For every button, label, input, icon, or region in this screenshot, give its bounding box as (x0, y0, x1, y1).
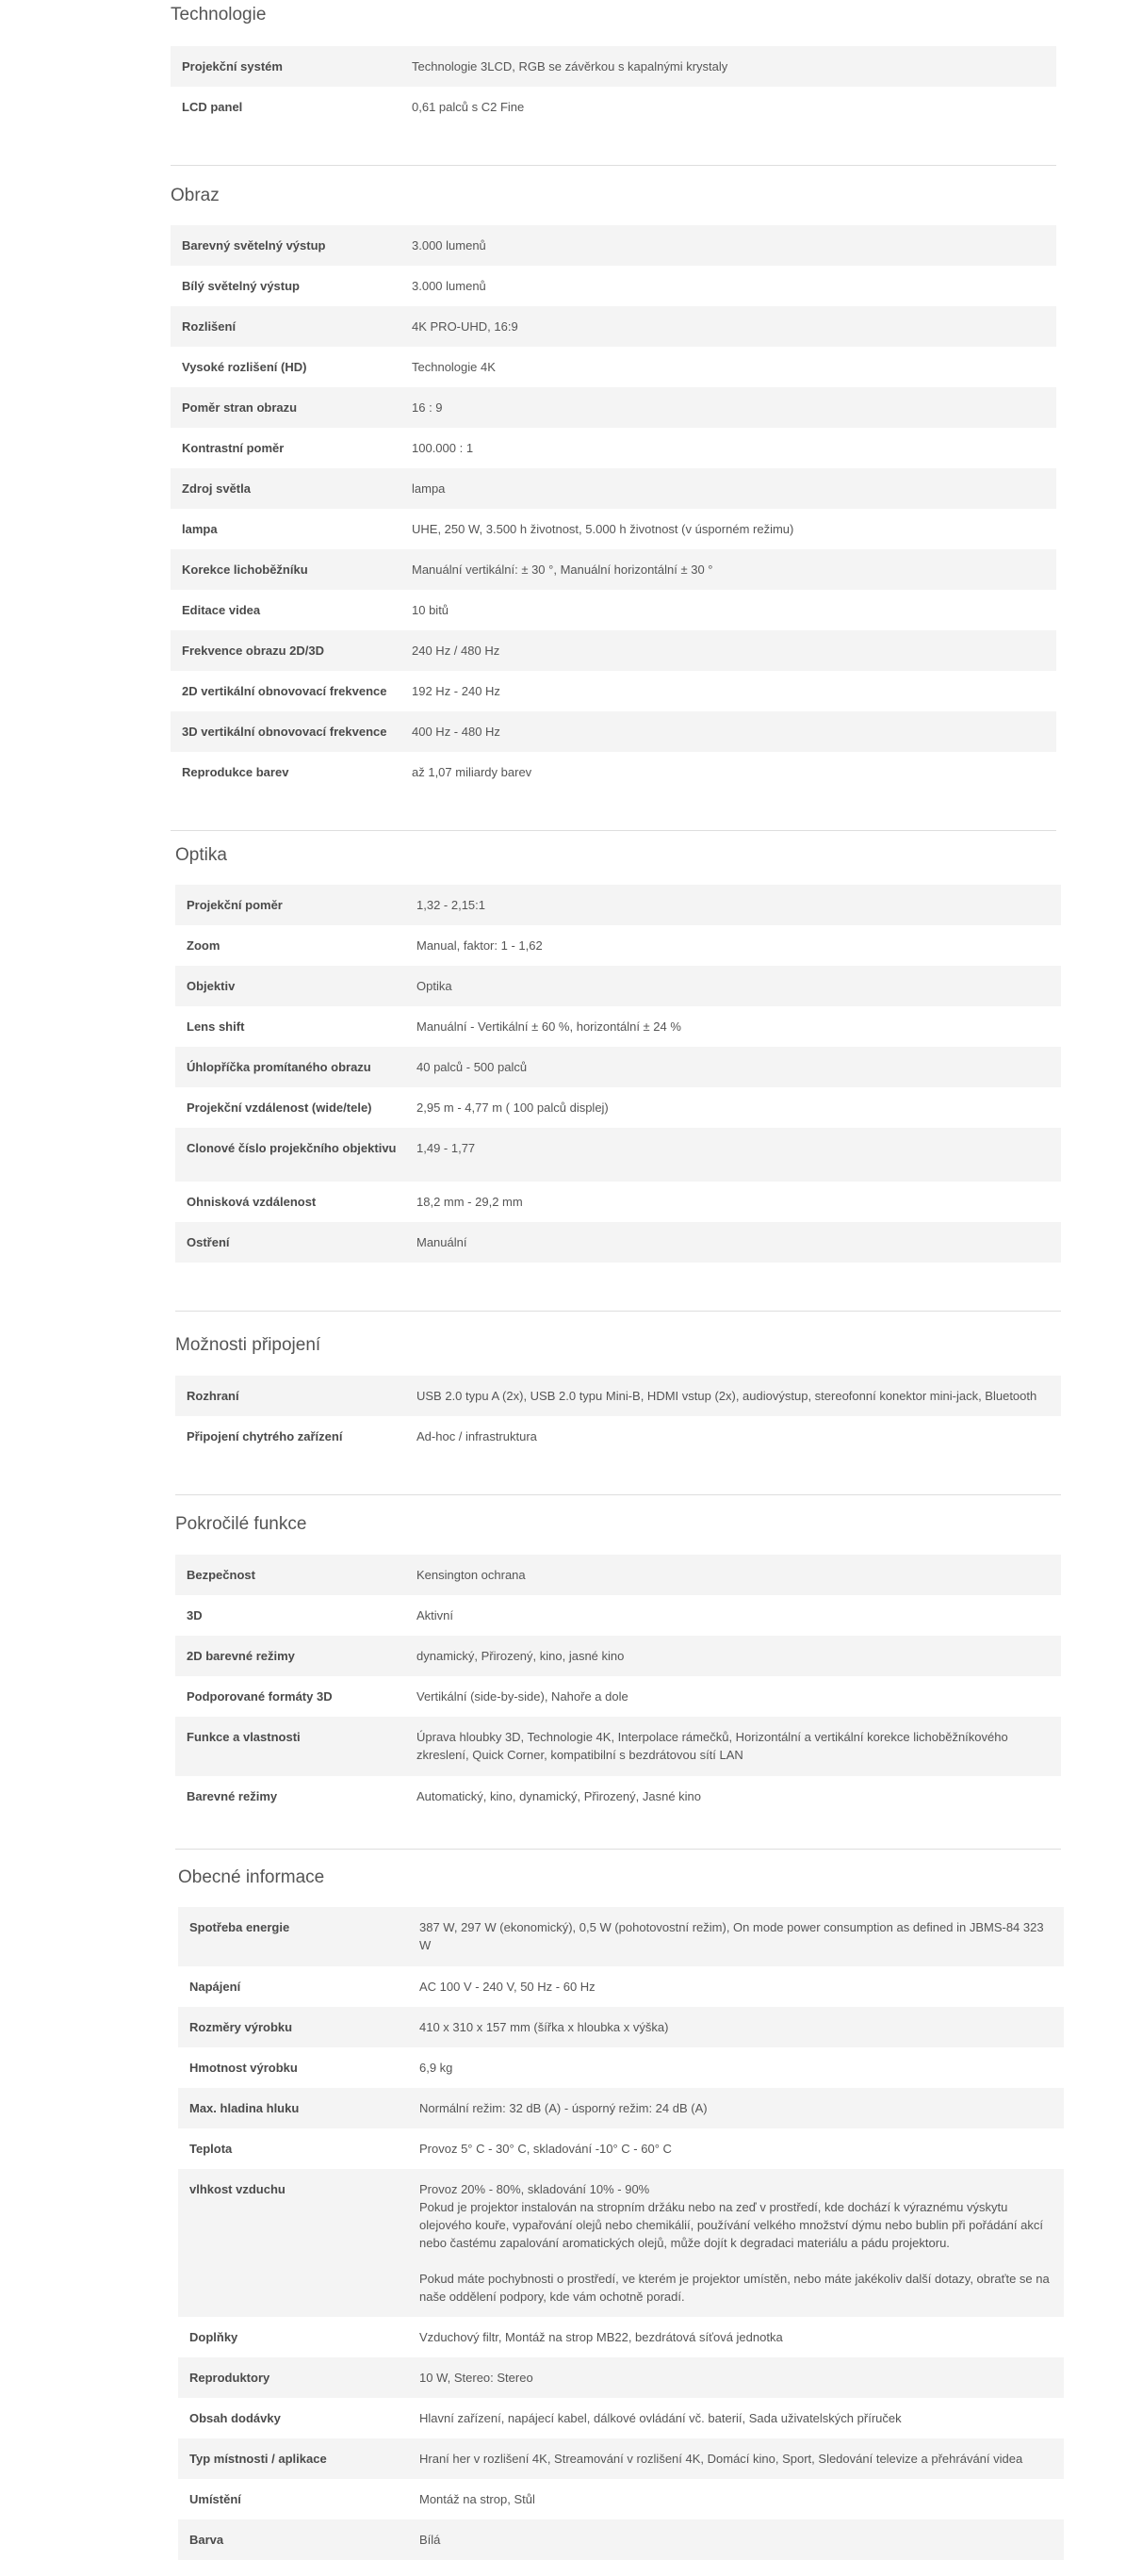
spec-label: Barva (189, 2533, 224, 2547)
spec-row (178, 2047, 1064, 2088)
spec-value: Automatický, kino, dynamický, Přirozený, Jasné kino (416, 1789, 702, 1803)
spec-value: 387 W, 297 W (ekonomický), 0,5 W (pohotovostní režim), On mode power consumption as defined in JBMS-84 323 W (419, 1920, 1044, 1952)
spec-label: Reproduktory (189, 2371, 270, 2385)
spec-row (178, 2398, 1064, 2438)
spec-value: 4K PRO-UHD, 16:9 (412, 319, 518, 334)
spec-value: 1,32 - 2,15:1 (416, 898, 485, 912)
spec-row (178, 2169, 1064, 2317)
spec-row (171, 752, 1056, 792)
spec-value: 10 W, Stereo: Stereo (419, 2371, 533, 2385)
spec-label: Rozlišení (182, 319, 237, 334)
spec-row (175, 1776, 1061, 1817)
spec-row (175, 1182, 1061, 1222)
spec-value: Technologie 3LCD, RGB se závěrkou s kapalnými krystaly (412, 59, 728, 73)
section-divider (171, 165, 1056, 166)
spec-value: 192 Hz - 240 Hz (412, 684, 500, 698)
spec-label: Bezpečnost (187, 1568, 255, 1582)
spec-label: Barevné režimy (187, 1789, 278, 1803)
spec-label: 2D barevné režimy (187, 1649, 295, 1663)
spec-value: Vertikální (side-by-side), Nahoře a dole (416, 1689, 628, 1704)
section-title: Možnosti připojení (175, 1335, 321, 1355)
spec-value: Technologie 4K (412, 360, 496, 374)
spec-row (171, 711, 1056, 752)
spec-row (175, 1676, 1061, 1717)
spec-row (175, 1555, 1061, 1595)
spec-row (175, 1006, 1061, 1047)
spec-value: Montáž na strop, Stůl (419, 2492, 535, 2506)
spec-label: Spotřeba energie (189, 1920, 290, 1934)
spec-value: 2,95 m - 4,77 m ( 100 palců displej) (416, 1101, 609, 1115)
spec-row (171, 428, 1056, 468)
spec-value: 16 : 9 (412, 400, 443, 415)
spec-value: 3.000 lumenů (412, 279, 486, 293)
section-divider (175, 1311, 1061, 1312)
spec-row (171, 590, 1056, 630)
spec-row (171, 630, 1056, 671)
spec-value: 10 bitů (412, 603, 449, 617)
spec-row (171, 87, 1056, 127)
section-title: Optika (175, 845, 227, 865)
spec-row (175, 1636, 1061, 1676)
spec-label: 3D vertikální obnovovací frekvence (182, 725, 387, 739)
spec-row (178, 2088, 1064, 2128)
spec-label: Editace videa (182, 603, 261, 617)
spec-row (175, 885, 1061, 925)
spec-value: 40 palců - 500 palců (416, 1060, 528, 1074)
spec-row (175, 1595, 1061, 1636)
spec-label: Funkce a vlastnosti (187, 1730, 301, 1744)
spec-label: Max. hladina hluku (189, 2101, 300, 2115)
spec-row (178, 1966, 1064, 2007)
spec-label: Vysoké rozlišení (HD) (182, 360, 307, 374)
spec-value: Manuální vertikální: ± 30 °, Manuální horizontální ± 30 ° (412, 562, 713, 577)
spec-label: Barevný světelný výstup (182, 238, 326, 253)
spec-value: Vzduchový filtr, Montáž na strop MB22, bezdrátová síťová jednotka (419, 2330, 783, 2344)
spec-value: až 1,07 miliardy barev (412, 765, 532, 779)
spec-label: Reprodukce barev (182, 765, 289, 779)
spec-value: Hraní her v rozlišení 4K, Streamování v rozlišení 4K, Domácí kino, Sport, Sledování televize a přehrávání videa (419, 2452, 1023, 2466)
spec-row (171, 46, 1056, 87)
spec-label: 3D (187, 1608, 203, 1622)
spec-row (178, 2438, 1064, 2479)
spec-row (175, 1717, 1061, 1776)
spec-value: 240 Hz / 480 Hz (412, 644, 500, 658)
spec-label: Projekční poměr (187, 898, 283, 912)
spec-row (175, 966, 1061, 1006)
spec-value: Manuální - Vertikální ± 60 %, horizontální ± 24 % (416, 1019, 681, 1034)
spec-row (175, 1128, 1061, 1182)
spec-label: Umístění (189, 2492, 241, 2506)
spec-row (171, 266, 1056, 306)
spec-value: Normální režim: 32 dB (A) - úsporný režim: 24 dB (A) (419, 2101, 708, 2115)
spec-row (171, 468, 1056, 509)
spec-value: 410 x 310 x 157 mm (šířka x hloubka x výška) (419, 2020, 669, 2034)
spec-value: Kensington ochrana (416, 1568, 526, 1582)
spec-row (178, 2007, 1064, 2047)
spec-row (175, 1416, 1061, 1457)
spec-value: 0,61 palců s C2 Fine (412, 100, 525, 114)
spec-row (178, 1907, 1064, 1966)
spec-row (178, 2128, 1064, 2169)
spec-value: AC 100 V - 240 V, 50 Hz - 60 Hz (419, 1980, 596, 1994)
spec-label: Úhlopříčka promítaného obrazu (187, 1060, 371, 1074)
spec-label: Ohnisková vzdálenost (187, 1195, 317, 1209)
spec-label: Rozměry výrobku (189, 2020, 293, 2034)
spec-row (175, 1376, 1061, 1416)
spec-value: Manuální (416, 1235, 467, 1249)
spec-label: Typ místnosti / aplikace (189, 2452, 327, 2466)
spec-label: Poměr stran obrazu (182, 400, 298, 415)
spec-label: Korekce lichoběžníku (182, 562, 308, 577)
spec-label: LCD panel (182, 100, 243, 114)
spec-value: Aktivní (416, 1608, 454, 1622)
spec-label: Ostření (187, 1235, 230, 1249)
spec-label: 2D vertikální obnovovací frekvence (182, 684, 387, 698)
spec-row (178, 2357, 1064, 2398)
spec-value: Hlavní zařízení, napájecí kabel, dálkové ovládání vč. baterií, Sada uživatelských příruček (419, 2411, 902, 2425)
spec-value: lampa (412, 481, 446, 496)
spec-label: Obsah dodávky (189, 2411, 281, 2425)
spec-label: Frekvence obrazu 2D/3D (182, 644, 325, 658)
spec-row (178, 2519, 1064, 2560)
spec-row (171, 671, 1056, 711)
spec-label: Bílý světelný výstup (182, 279, 300, 293)
spec-label: Zoom (187, 938, 220, 953)
spec-row (171, 347, 1056, 387)
spec-row (178, 2479, 1064, 2519)
spec-label: lampa (182, 522, 218, 536)
spec-value: UHE, 250 W, 3.500 h životnost, 5.000 h životnost (v úsporném režimu) (412, 522, 794, 536)
spec-value: Provoz 20% - 80%, skladování 10% - 90% Pokud je projektor instalován na stropním držáku nebo na zeď v prostředí, kde dochází k výraznému výskytu olejového kouře, vypařování olejů nebo chemikálií, používání velkého množství dýmu nebo bublin při pořádání akcí nebo častému zapalování aromatických olejů, může dojít k degradaci materiálu a pádu projektoru. Pokud máte pochybnosti o prostředí, ve kterém je projektor umístěn, nebo máte jakékoliv další dotazy, obraťte se na naše oddělení podpory, kde vám ochotně poradí. (419, 2182, 1050, 2304)
spec-label: Objektiv (187, 979, 236, 993)
spec-label: Projekční vzdálenost (wide/tele) (187, 1101, 372, 1115)
spec-value: USB 2.0 typu A (2x), USB 2.0 typu Mini-B, HDMI vstup (2x), audiovýstup, stereofonní konektor mini-jack, Bluetooth (416, 1389, 1037, 1403)
spec-value: 1,49 - 1,77 (416, 1141, 476, 1155)
spec-row (175, 1222, 1061, 1263)
spec-value: Úprava hloubky 3D, Technologie 4K, Interpolace rámečků, Horizontální a vertikální korekce lichoběžníkového zkreslení, Quick Corner, kompatibilní s bezdrátovou sítí LAN (416, 1730, 1008, 1762)
spec-value: dynamický, Přirozený, kino, jasné kino (416, 1649, 625, 1663)
spec-row (171, 387, 1056, 428)
spec-value: 18,2 mm - 29,2 mm (416, 1195, 523, 1209)
spec-label: Hmotnost výrobku (189, 2061, 298, 2075)
spec-label: Připojení chytrého zařízení (187, 1429, 343, 1443)
spec-label: Kontrastní poměr (182, 441, 285, 455)
spec-value: 100.000 : 1 (412, 441, 474, 455)
spec-label: vlhkost vzduchu (189, 2182, 286, 2196)
spec-row (178, 2317, 1064, 2357)
spec-value: Bílá (419, 2533, 441, 2547)
spec-label: Doplňky (189, 2330, 238, 2344)
spec-row (175, 1047, 1061, 1087)
section-title: Technologie (171, 5, 267, 24)
spec-label: Rozhraní (187, 1389, 239, 1403)
spec-row (171, 549, 1056, 590)
spec-label: Projekční systém (182, 59, 283, 73)
spec-label: Clonové číslo projekčního objektivu (187, 1141, 397, 1155)
section-title: Obraz (171, 186, 220, 205)
spec-value: 3.000 lumenů (412, 238, 486, 253)
section-title: Pokročilé funkce (175, 1514, 307, 1534)
spec-row (171, 306, 1056, 347)
section-divider (175, 1494, 1061, 1495)
spec-row (171, 225, 1056, 266)
spec-row (175, 1087, 1061, 1128)
spec-label: Napájení (189, 1980, 241, 1994)
spec-label: Lens shift (187, 1019, 245, 1034)
spec-label: Teplota (189, 2142, 233, 2156)
spec-label: Podporované formáty 3D (187, 1689, 333, 1704)
section-divider (171, 830, 1056, 831)
spec-row (171, 509, 1056, 549)
section-title: Obecné informace (178, 1867, 325, 1887)
spec-value: Manual, faktor: 1 - 1,62 (416, 938, 543, 953)
spec-value: 6,9 kg (419, 2061, 453, 2075)
spec-value: Provoz 5° C - 30° C, skladování -10° C - 60° C (419, 2142, 672, 2156)
section-divider (175, 1849, 1061, 1850)
spec-row (175, 925, 1061, 966)
spec-value: Optika (416, 979, 452, 993)
spec-value: Ad-hoc / infrastruktura (416, 1429, 537, 1443)
spec-value: 400 Hz - 480 Hz (412, 725, 500, 739)
spec-label: Zdroj světla (182, 481, 251, 496)
